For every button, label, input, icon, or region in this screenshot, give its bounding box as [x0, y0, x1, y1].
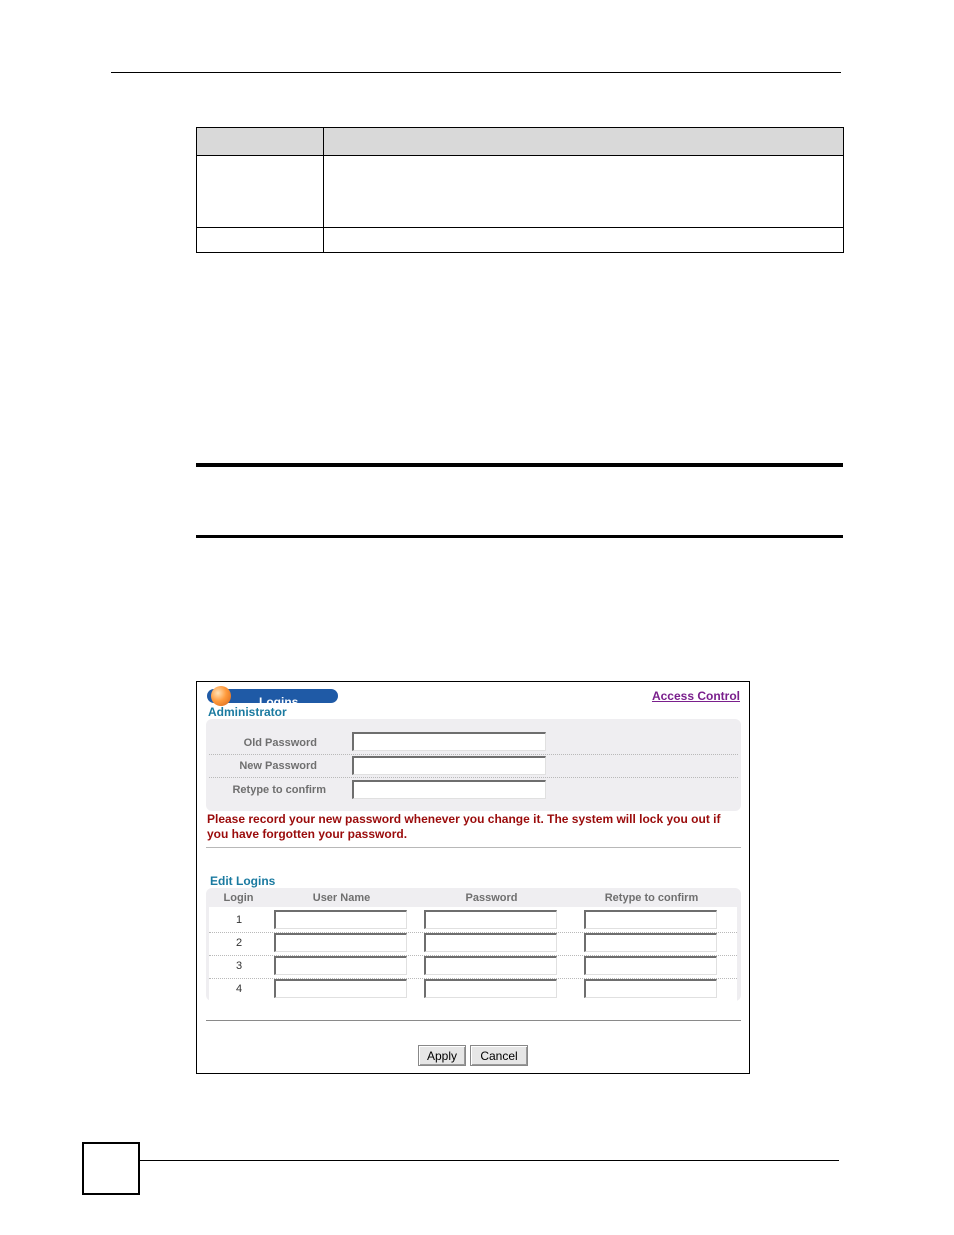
note-top-rule [196, 463, 843, 467]
note-bottom-rule [196, 535, 843, 538]
password-input-2[interactable] [424, 933, 557, 952]
retype-input-3[interactable] [584, 956, 717, 975]
column-header-password: Password [465, 892, 518, 904]
row-divider [209, 754, 738, 755]
footer-divider [206, 1020, 741, 1021]
column-header-retype: Retype to confirm [604, 892, 699, 904]
footer-rule [140, 1160, 839, 1161]
header-rule [111, 72, 841, 73]
user-name-input-2[interactable] [274, 933, 407, 952]
new-password-input[interactable] [352, 756, 546, 775]
login-number: 4 [235, 983, 243, 995]
section-divider [206, 847, 741, 848]
old-password-label: Old Password [243, 737, 317, 749]
password-input-3[interactable] [424, 956, 557, 975]
table-column-divider [323, 128, 324, 252]
edit-logins-table [206, 888, 741, 1001]
orange-orb-icon [211, 686, 231, 706]
row-divider [209, 777, 738, 778]
logins-screen [196, 681, 750, 1074]
retype-input-1[interactable] [584, 910, 717, 929]
retype-confirm-input[interactable] [352, 780, 546, 799]
new-password-label: New Password [239, 760, 317, 772]
table-header-row [197, 128, 843, 156]
cancel-button[interactable]: Cancel [470, 1045, 528, 1066]
user-name-input-1[interactable] [274, 910, 407, 929]
retype-confirm-label: Retype to confirm [232, 784, 326, 796]
apply-button[interactable]: Apply [418, 1045, 466, 1066]
retype-input-4[interactable] [584, 979, 717, 998]
user-name-input-3[interactable] [274, 956, 407, 975]
password-input-4[interactable] [424, 979, 557, 998]
user-name-input-4[interactable] [274, 979, 407, 998]
login-number: 2 [235, 937, 243, 949]
password-input-1[interactable] [424, 910, 557, 929]
administrator-section-title: Administrator [208, 705, 287, 719]
password-warning: Please record your new password whenever you change it. The system will lock you out if you have forgotten your password. [207, 812, 721, 841]
old-password-input[interactable] [352, 732, 546, 751]
access-control-link[interactable]: Access Control [651, 689, 740, 703]
column-header-login: Login [223, 892, 254, 904]
column-header-user-name: User Name [312, 892, 371, 904]
login-number: 3 [235, 960, 243, 972]
page-number-box [82, 1142, 140, 1195]
logins-title: Logins [259, 695, 299, 709]
table-row-divider [197, 227, 843, 228]
description-table [196, 127, 844, 253]
administrator-box [206, 719, 741, 811]
retype-input-2[interactable] [584, 933, 717, 952]
edit-logins-section-title: Edit Logins [210, 874, 276, 888]
login-number: 1 [235, 914, 243, 926]
